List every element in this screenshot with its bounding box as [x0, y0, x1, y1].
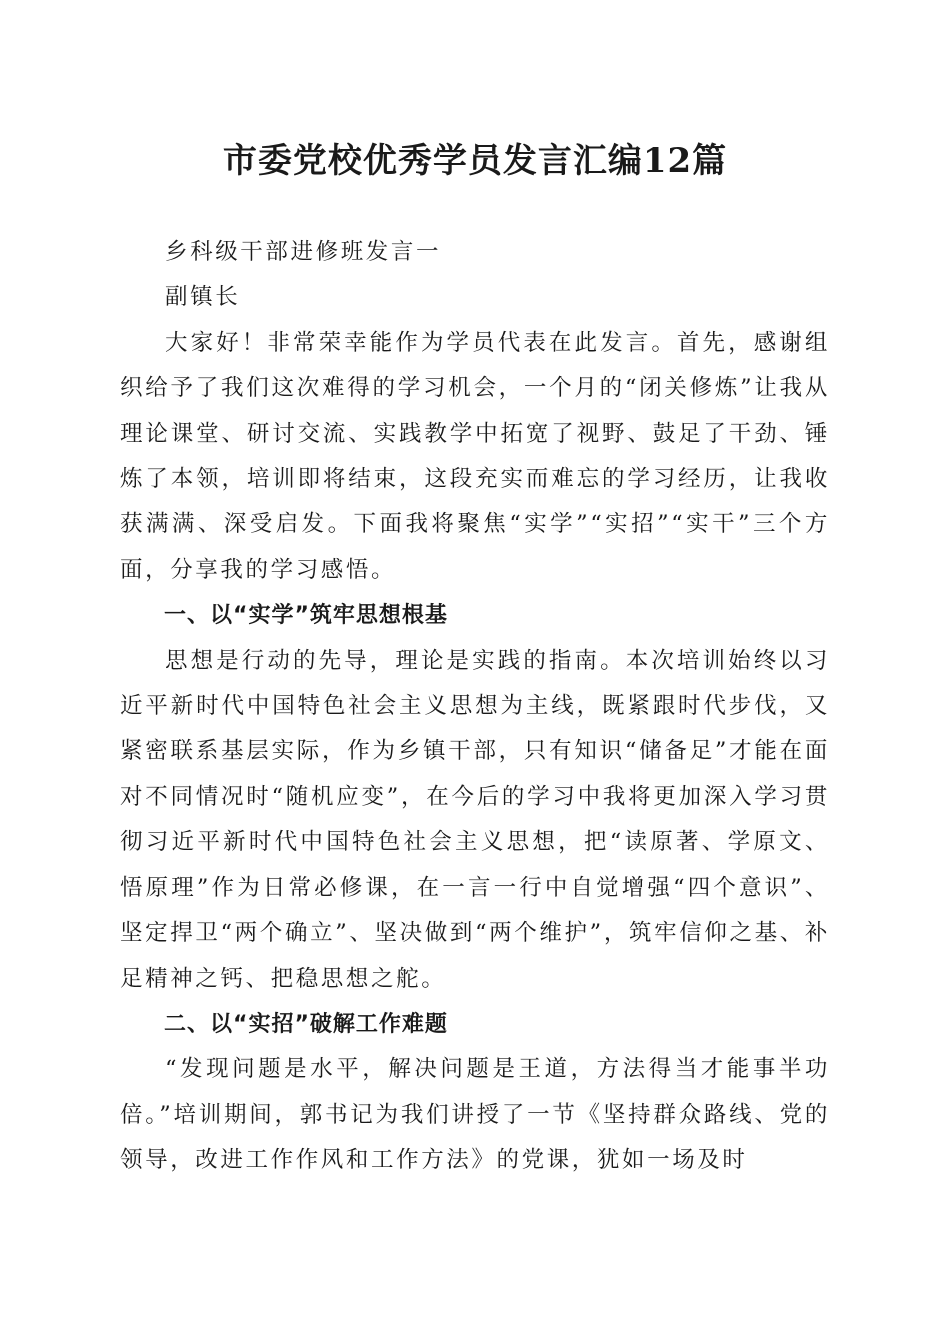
document-body [120, 230, 830, 1184]
document-title: 市委党校优秀学员发言汇编12篇 [222, 141, 728, 181]
section-2-paragraph: “发现问题是水平，解决问题是王道，方法得当才能事半功倍。”培训期间，郭书记为我们讲授了一节《坚持群众路线、党的领导，改进工作作风和工作方法》的党课，犹如一场及时 [120, 1056, 830, 1174]
speech-subtitle: 乡科级干部进修班发言一 [165, 239, 442, 265]
section-1-heading: 一、以“实学”筑牢思想根基 [164, 603, 448, 629]
section-1-paragraph: 思想是行动的先导，理论是实践的指南。本次培训始终以习近平新时代中国特色社会主义思想为主线，既紧跟时代步伐，又紧密联系基层实际，作为乡镇干部，只有知识“储备足”才能在面对不同情况时“随机应变”，在今后的学习中我将更加深入学习贯彻习近平新时代中国特色社会主义思想，把“读原著、学原文、悟原理”作为日常必修课，在一言一行中自觉增强“四个意识”、坚定捍卫“两个确立”、坚决做到“两个维护”，筑牢信仰之基、补足精神之钙、把稳思想之舵。 [120, 647, 830, 992]
intro-paragraph: 大家好！非常荣幸能作为学员代表在此发言。首先，感谢组织给予了我们这次难得的学习机会，一个月的“闭关修炼”让我从理论课堂、研讨交流、实践教学中拓宽了视野、鼓足了干劲、锤炼了本领，培训即将结束，这段充实而难忘的学习经历，让我收获满满、深受启发。下面我将聚焦“实学”“实招”“实干”三个方面，分享我的学习感悟。 [120, 329, 830, 583]
section-2-heading: 二、以“实招”破解工作难题 [164, 1011, 448, 1037]
speaker-role: 副镇长 [165, 284, 241, 311]
